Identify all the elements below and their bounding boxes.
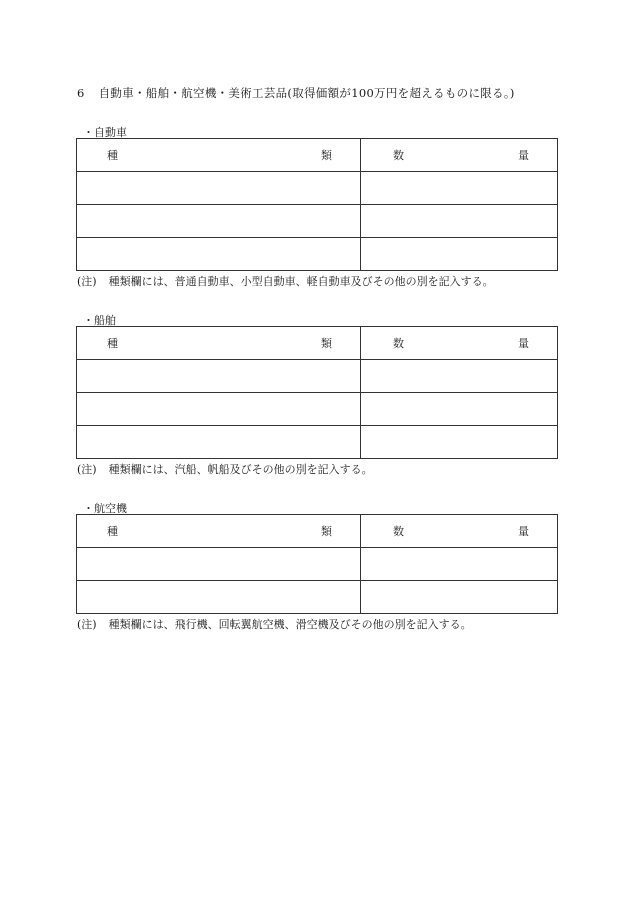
kind-cell[interactable] [77, 426, 361, 459]
table-row [77, 548, 558, 581]
quantity-header [361, 515, 558, 548]
kind-header-left: 種 [107, 337, 118, 350]
kind-header-left: 種 [107, 149, 118, 162]
table-row [77, 172, 558, 205]
table-row [77, 393, 558, 426]
quantity-cell[interactable] [361, 360, 558, 393]
kind-cell[interactable] [77, 238, 361, 271]
ship-table [76, 326, 558, 459]
kind-header-left: 種 [107, 525, 118, 538]
note-tag: (注) [77, 618, 97, 631]
table-row [77, 360, 558, 393]
quantity-cell[interactable] [361, 426, 558, 459]
kind-header [77, 139, 361, 172]
table-header-row [77, 327, 558, 360]
note-tag: (注) [77, 275, 97, 288]
aircraft-table [76, 514, 558, 614]
quantity-header-right: 量 [518, 337, 529, 350]
kind-header-right: 類 [321, 337, 332, 350]
kind-cell[interactable] [77, 360, 361, 393]
quantity-cell[interactable] [361, 172, 558, 205]
quantity-cell[interactable] [361, 393, 558, 426]
quantity-header-right: 量 [518, 149, 529, 162]
ship-note [77, 461, 373, 477]
note-text: 種類欄には、普通自動車、小型自動車、軽自動車及びその他の別を記入する。 [108, 275, 494, 288]
table-header-row [77, 515, 558, 548]
quantity-header-right: 量 [518, 525, 529, 538]
section-label-automobile: ・自動車 [83, 126, 127, 139]
table-row [77, 426, 558, 459]
quantity-cell[interactable] [361, 548, 558, 581]
quantity-cell[interactable] [361, 205, 558, 238]
kind-header-right: 類 [321, 149, 332, 162]
section-title: 自動車・船舶・航空機・美術工芸品(取得価額が100万円を超えるものに限る。) [98, 86, 515, 100]
kind-header [77, 515, 361, 548]
quantity-header-left: 数 [393, 525, 404, 538]
note-tag: (注) [77, 463, 97, 476]
quantity-header [361, 327, 558, 360]
kind-header [77, 327, 361, 360]
quantity-header-left: 数 [393, 149, 404, 162]
note-text: 種類欄には、汽船、帆船及びその他の別を記入する。 [108, 463, 373, 476]
table-row [77, 238, 558, 271]
aircraft-note [77, 616, 472, 632]
kind-header-right: 類 [321, 525, 332, 538]
kind-cell[interactable] [77, 581, 361, 614]
kind-cell[interactable] [77, 548, 361, 581]
section-heading [77, 85, 515, 101]
table-row [77, 205, 558, 238]
quantity-cell[interactable] [361, 238, 558, 271]
quantity-header-left: 数 [393, 337, 404, 350]
automobile-note [77, 273, 494, 289]
section-label-ship: ・船舶 [83, 314, 116, 327]
kind-cell[interactable] [77, 205, 361, 238]
section-label-aircraft: ・航空機 [83, 502, 127, 515]
automobile-table [76, 138, 558, 271]
table-header-row [77, 139, 558, 172]
quantity-header [361, 139, 558, 172]
kind-cell[interactable] [77, 172, 361, 205]
kind-cell[interactable] [77, 393, 361, 426]
table-row [77, 581, 558, 614]
note-text: 種類欄には、飛行機、回転翼航空機、滑空機及びその他の別を記入する。 [108, 618, 472, 631]
quantity-cell[interactable] [361, 581, 558, 614]
section-number: 6 [77, 86, 85, 100]
